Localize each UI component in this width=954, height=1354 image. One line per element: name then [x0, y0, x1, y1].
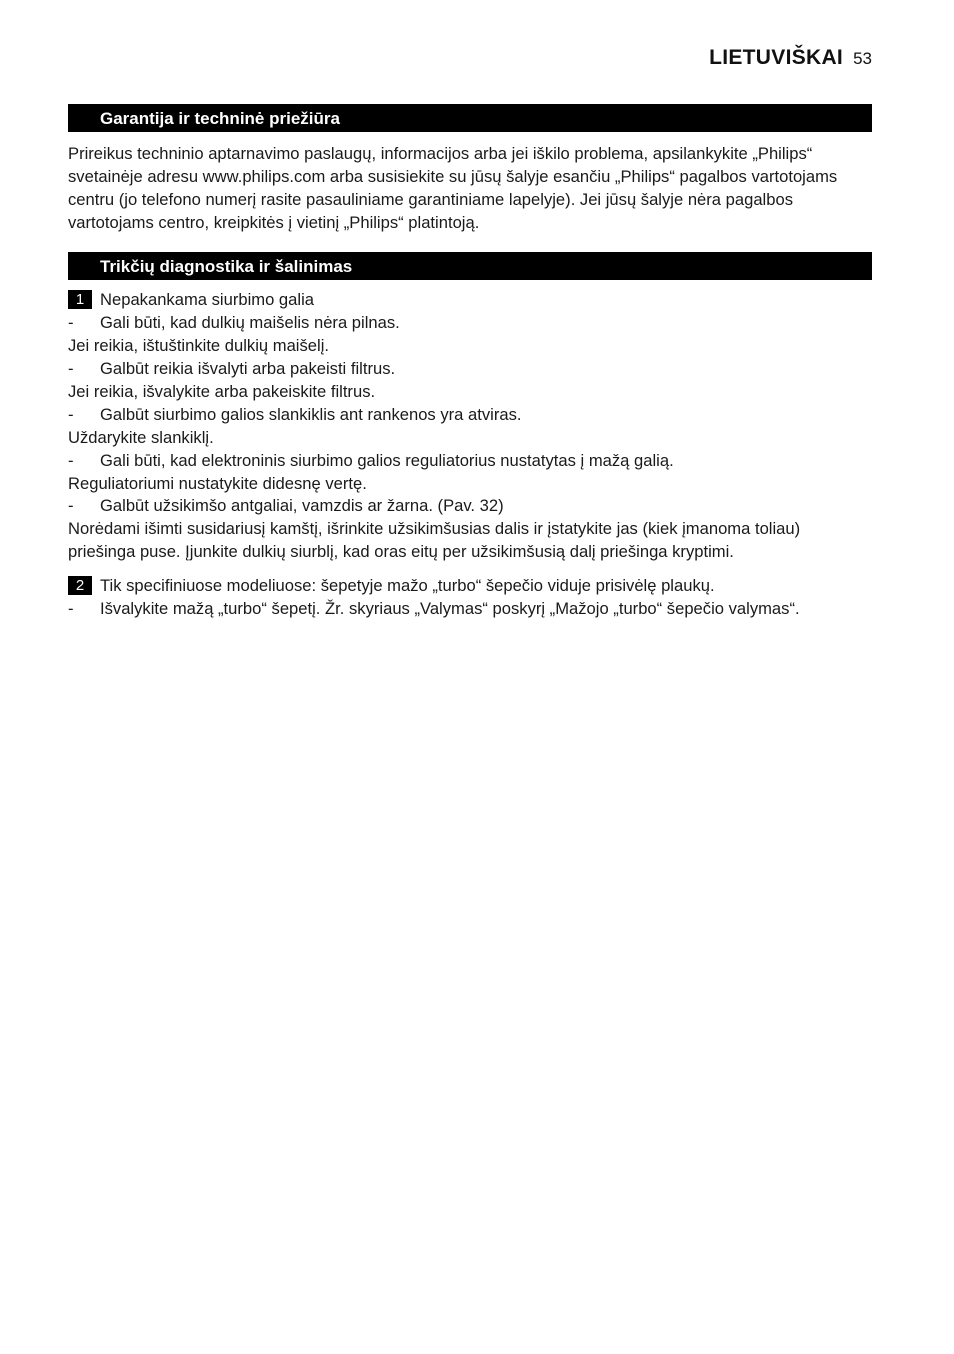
- problem-heading-1: [68, 288, 314, 311]
- step-number-badge: 1: [68, 290, 92, 309]
- cause-line: - Gali būti, kad dulkių maišelis nėra pilnas.: [68, 313, 400, 332]
- page-header: [709, 46, 872, 70]
- language-label: LIETUVIŠKAI: [709, 46, 844, 69]
- cause-line: - Galbūt užsikimšo antgaliai, vamzdis ar žarna. (Pav. 32): [68, 496, 504, 515]
- section-heading-troubleshooting: Trikčių diagnostika ir šalinimas: [68, 252, 872, 280]
- page-number: 53: [853, 49, 872, 68]
- problem-heading-2: [68, 574, 715, 597]
- warranty-paragraph: Prireikus techninio aptarnavimo paslaugų, informacijos arba jei iškilo problema, apsilankykite „Philips“ svetainėje adresu www.philips.com arba susisiekite su jūsų šalyje esančiu „Philips“ pagalbos vartotojams centru (jo telefono numerį rasite pasauliniame garantiniame lapelyje). Jei jūsų šalyje nėra pagalbos vartotojams centro, kreipkitės į vietinį „Philips“ platintoją.: [68, 144, 838, 232]
- problem-title: Tik specifiniuose modeliuose: šepetyje mažo „turbo“ šepečio viduje prisivėlę plaukų.: [100, 576, 715, 595]
- cause-line: - Galbūt siurbimo galios slankiklis ant rankenos yra atviras.: [68, 405, 522, 424]
- solution-line: Jei reikia, išvalykite arba pakeiskite filtrus.: [68, 382, 376, 401]
- solution-line: Uždarykite slankiklį.: [68, 428, 214, 447]
- solution-line: Reguliatoriumi nustatykite didesnę vertę.: [68, 474, 367, 493]
- cause-line: - Išvalykite mažą „turbo“ šepetį. Žr. skyriaus „Valymas“ poskyrį „Mažojo „turbo“ šepečio valymas“.: [68, 599, 800, 618]
- section-heading-warranty: Garantija ir techninė priežiūra: [68, 104, 872, 132]
- problem-title: Nepakankama siurbimo galia: [100, 290, 314, 309]
- solution-line: Norėdami išimti susidariusį kamštį, išrinkite užsikimšusias dalis ir įstatykite jas (kiek įmanoma toliau): [68, 519, 801, 538]
- cause-line: - Gali būti, kad elektroninis siurbimo galios reguliatorius nustatytas į mažą galią.: [68, 451, 674, 470]
- cause-line: - Galbūt reikia išvalyti arba pakeisti filtrus.: [68, 359, 396, 378]
- solution-line: Jei reikia, ištuštinkite dulkių maišelį.: [68, 336, 329, 355]
- solution-line: priešinga puse. Įjunkite dulkių siurblį, kad oras eitų per užsikimšusią dalį priešinga kryptimi.: [68, 542, 734, 561]
- step-number-badge: 2: [68, 576, 92, 595]
